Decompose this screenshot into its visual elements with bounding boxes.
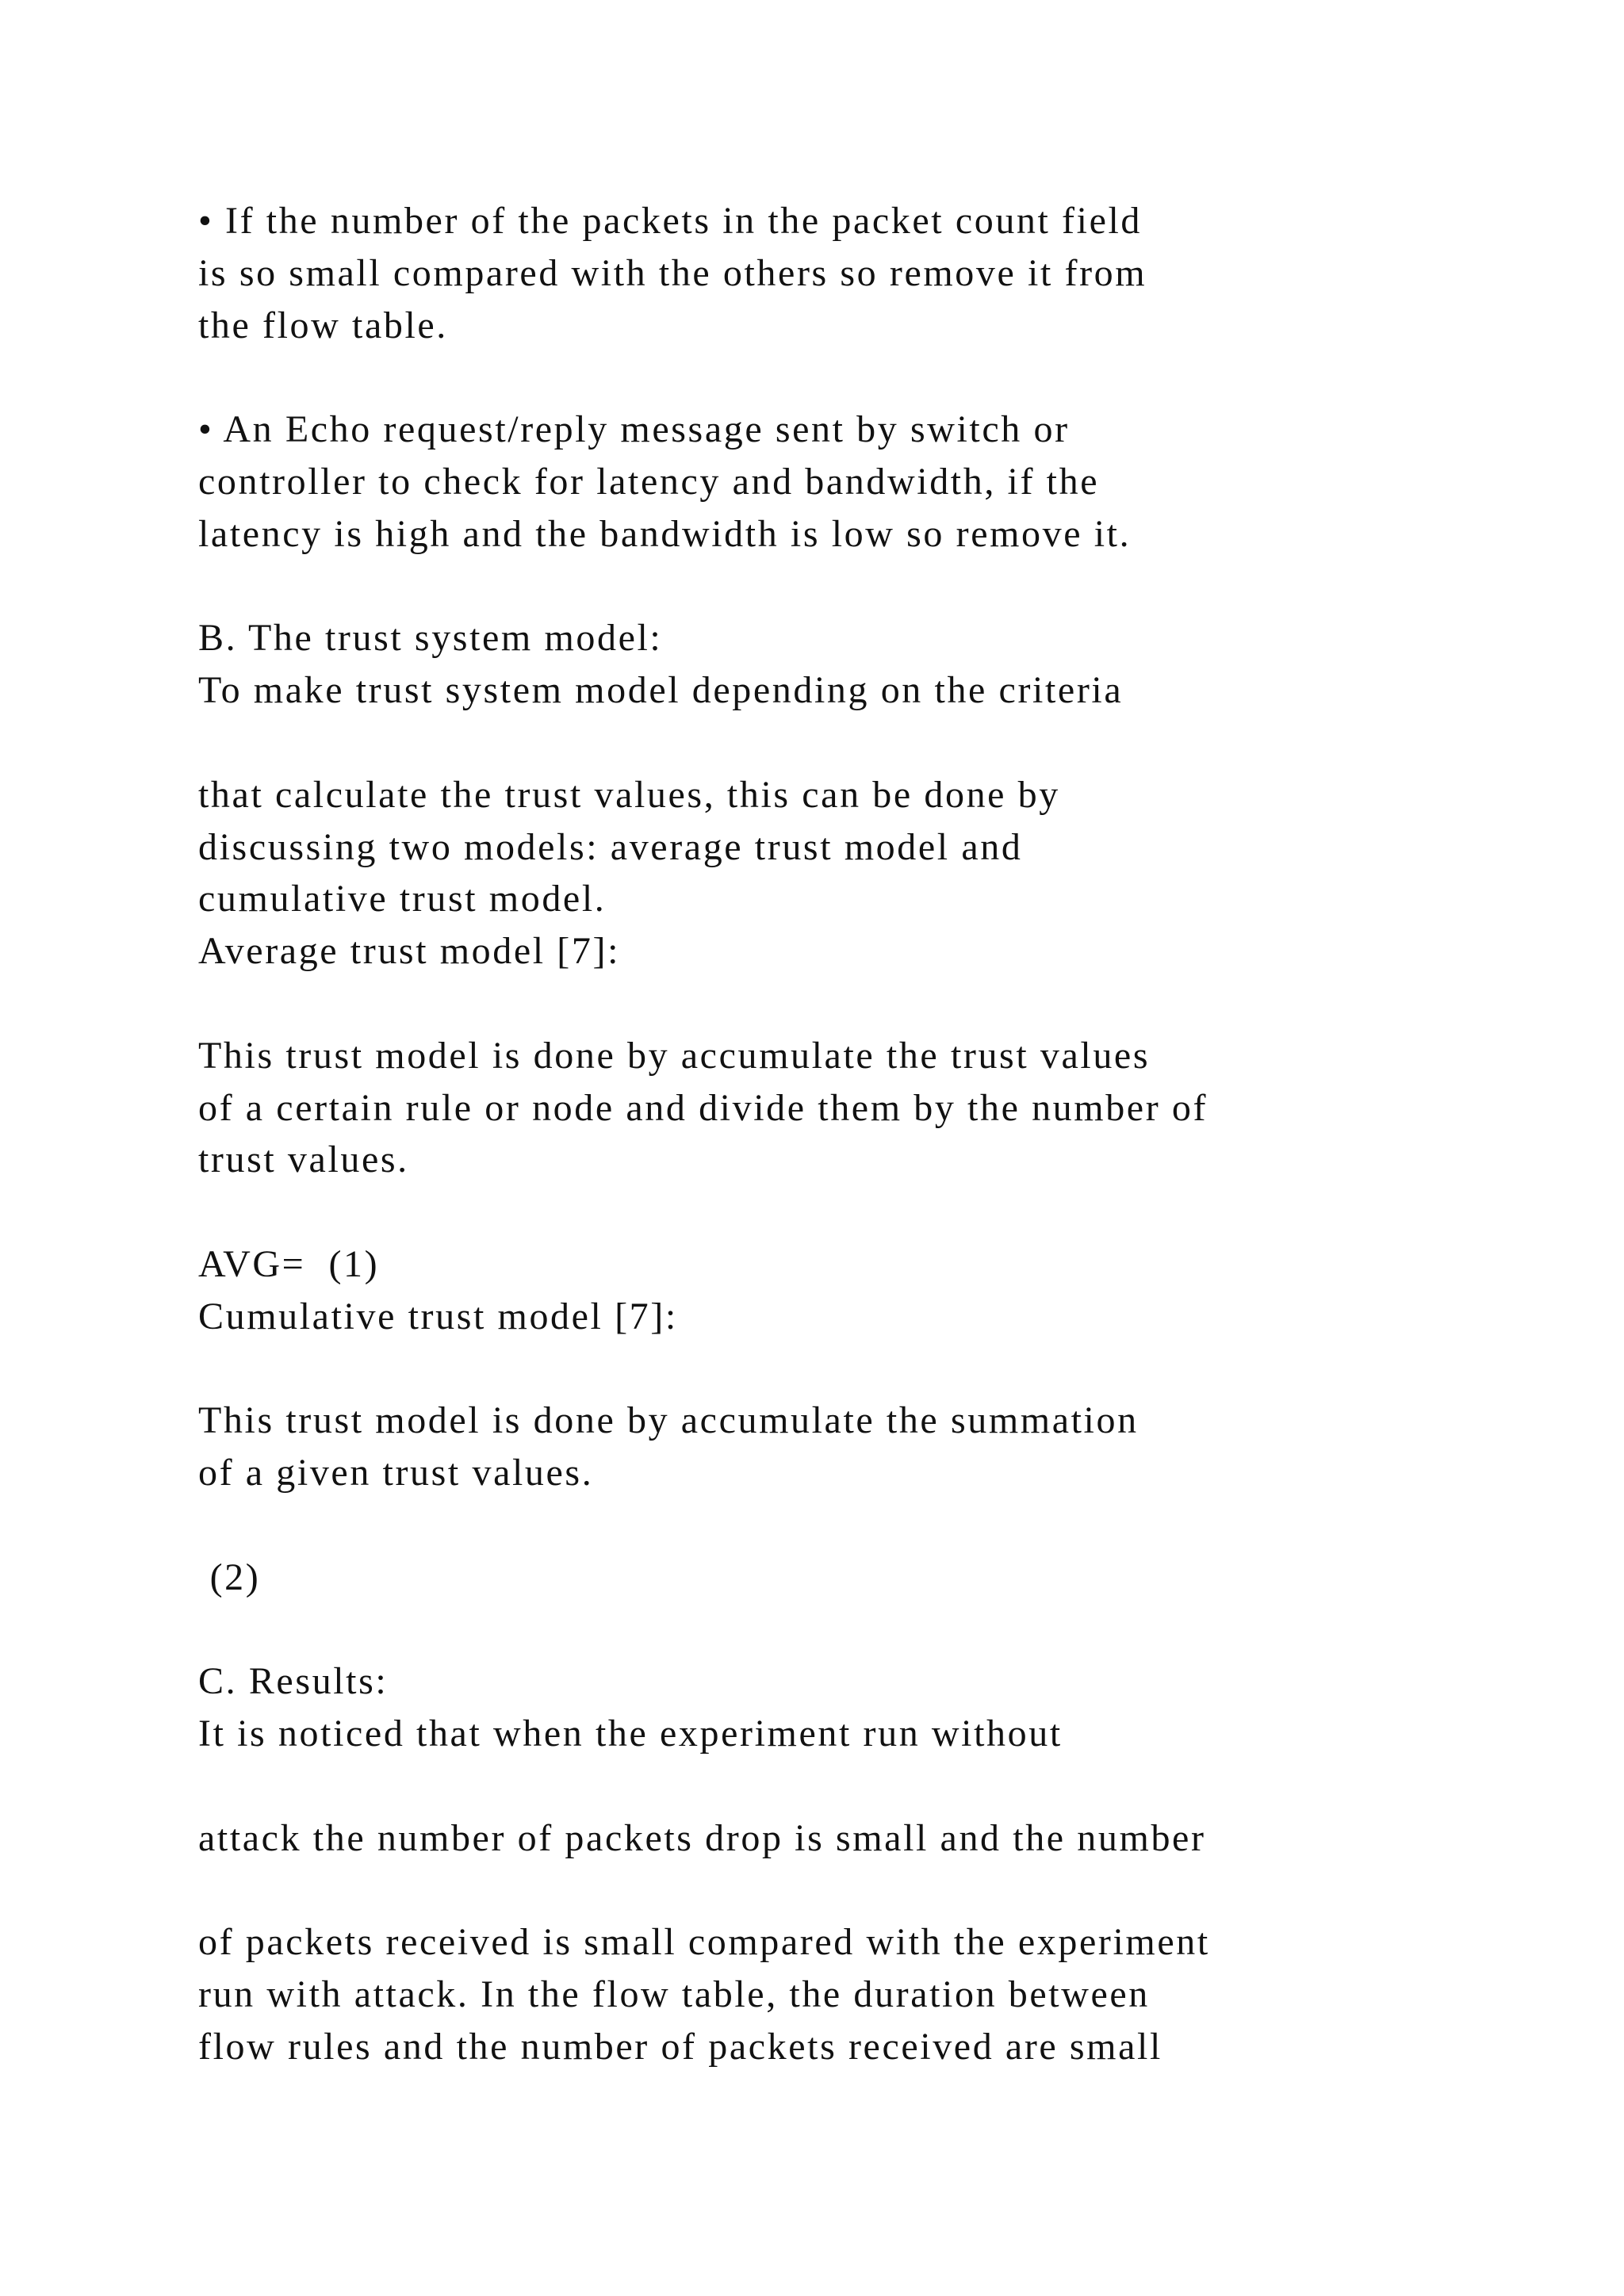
text-line: flow rules and the number of packets received are small — [198, 2025, 1162, 2068]
blank-line — [198, 561, 1562, 613]
text-line: discussing two models: average trust model and — [198, 825, 1023, 868]
section-heading: C. Results: — [198, 1660, 389, 1703]
blank-line — [198, 1760, 1562, 1812]
text-line: of packets received is small compared with the experiment — [198, 1921, 1210, 1964]
blank-line — [198, 351, 1562, 404]
blank-line — [198, 1343, 1562, 1395]
text-line: of a given trust values. — [198, 1452, 594, 1494]
text-line: attack the number of packets drop is small and the number — [198, 1816, 1206, 1859]
blank-line — [198, 717, 1562, 769]
equation-line: (2) — [198, 1556, 261, 1598]
blank-line — [198, 978, 1562, 1030]
text-line: run with attack. In the flow table, the duration between — [198, 1973, 1150, 2016]
equation-line: AVG= (1) — [198, 1242, 380, 1285]
text-line: trust values. — [198, 1138, 409, 1181]
subheading: Cumulative trust model [7]: — [198, 1295, 678, 1337]
blank-line — [198, 1186, 1562, 1238]
text-line: cumulative trust model. — [198, 878, 607, 920]
subheading: Average trust model [7]: — [198, 930, 621, 973]
text-line: It is noticed that when the experiment run without — [198, 1712, 1063, 1755]
text-line: controller to check for latency and bandwidth, if the — [198, 460, 1100, 503]
text-line: is so small compared with the others so remove it from — [198, 251, 1147, 294]
text-line: latency is high and the bandwidth is low so remove it. — [198, 512, 1132, 555]
text-line: To make trust system model depending on the criteria — [198, 669, 1124, 712]
blank-line — [198, 1865, 1562, 1917]
text-line: • If the number of the packets in the packet count field — [198, 200, 1143, 242]
text-line: of a certain rule or node and divide them by the number of — [198, 1086, 1208, 1129]
section-heading: B. The trust system model: — [198, 617, 663, 660]
blank-line — [198, 1604, 1562, 1656]
blank-line — [198, 1499, 1562, 1552]
text-line: the flow table. — [198, 304, 448, 346]
body-text — [198, 195, 1562, 2073]
text-line: • An Echo request/reply message sent by switch or — [198, 408, 1070, 451]
text-line: This trust model is done by accumulate the summation — [198, 1399, 1139, 1442]
text-line: This trust model is done by accumulate the trust values — [198, 1034, 1151, 1077]
text-line: that calculate the trust values, this can be done by — [198, 773, 1060, 816]
